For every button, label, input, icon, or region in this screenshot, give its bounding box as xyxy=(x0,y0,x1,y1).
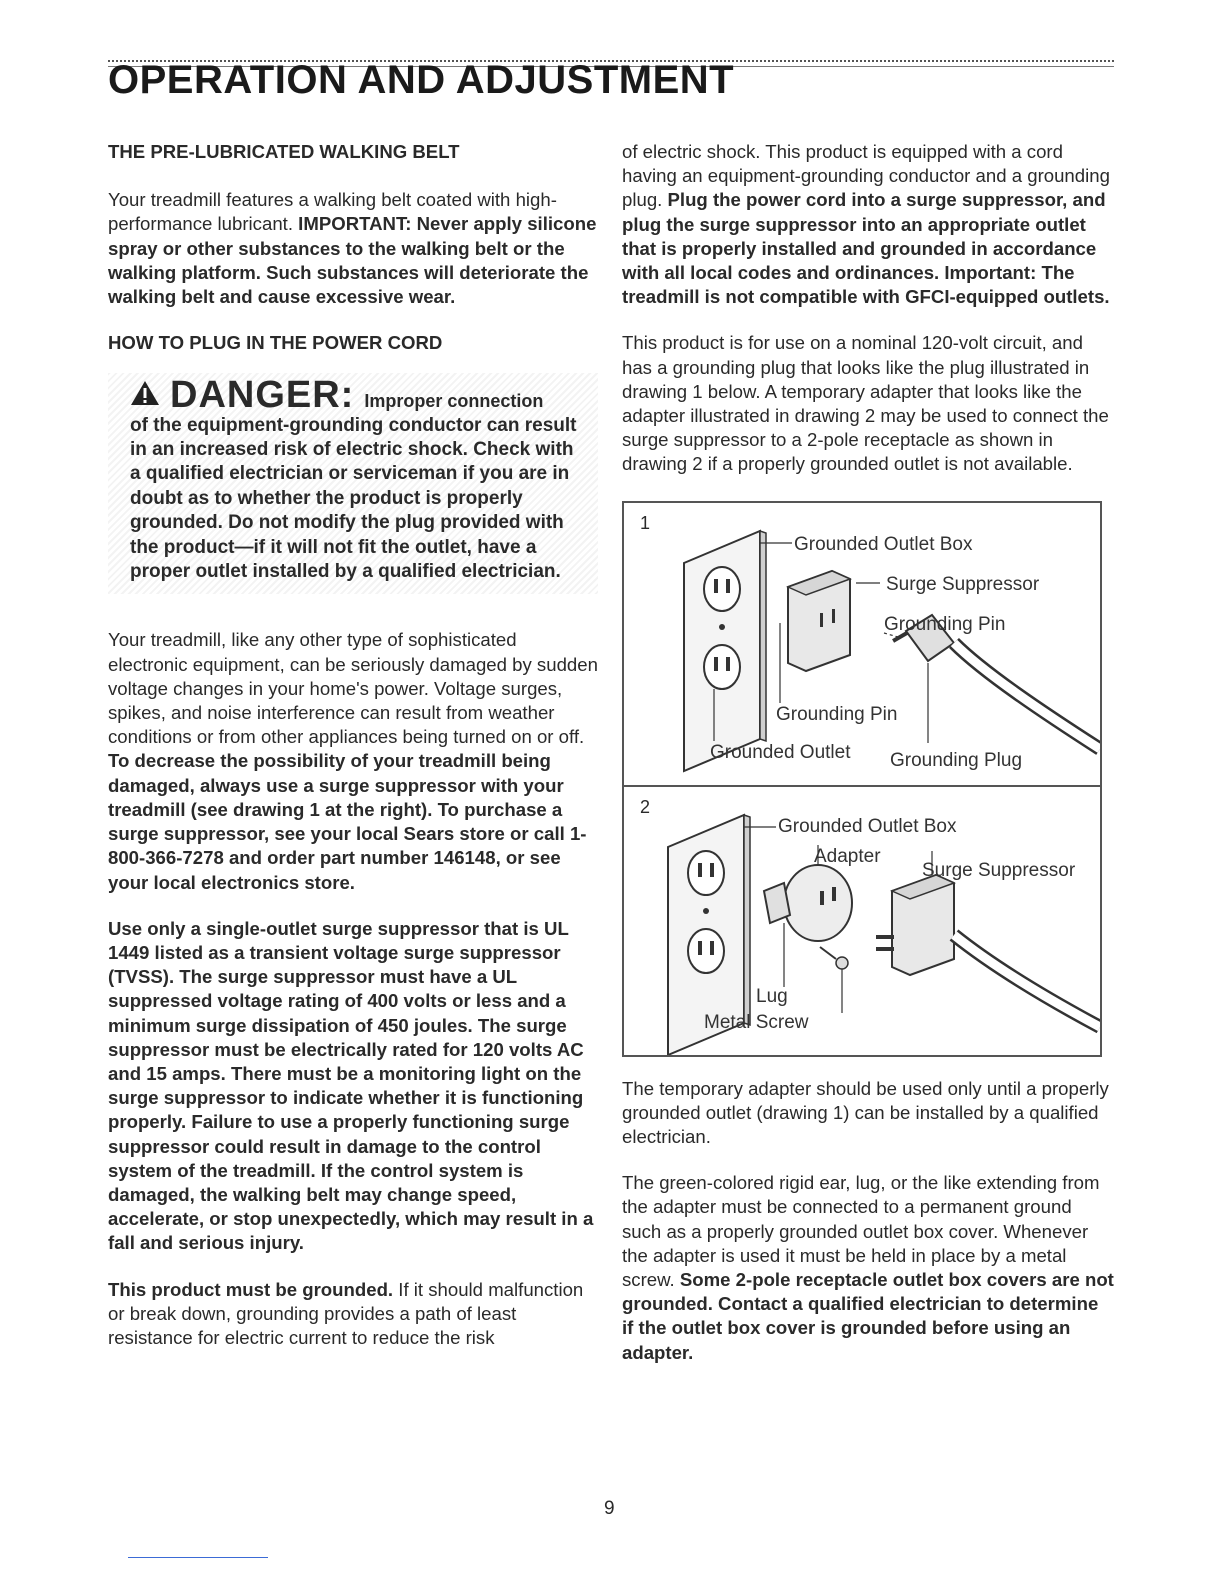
label-grounded-outlet: Grounded Outlet xyxy=(710,741,851,763)
left-column xyxy=(108,140,600,1372)
label-grounding-pin-bottom: Grounding Pin xyxy=(776,703,898,725)
belt-paragraph-bold: IMPORTANT: Never apply silicone spray or other substances to the walking belt or the walking platform. Such substances will deteriorate the walking belt and cause excessive wear. xyxy=(108,213,597,308)
label-grounded-outlet-box-2: Grounded Outlet Box xyxy=(778,815,957,837)
belt-heading: THE PRE-LUBRICATED WALKING BELT xyxy=(108,141,460,162)
shock-paragraph-bold: Plug the power cord into a surge suppressor, and plug the surge suppressor into an appropriate outlet that is properly installed and grounded in accordance with all local codes and ordinances. Important: The treadmill is not compatible with GFCI-equipped outlets. xyxy=(622,189,1110,308)
danger-word: DANGER: xyxy=(170,374,355,417)
drawing-1-number: 1 xyxy=(640,512,651,533)
single-outlet-paragraph: Use only a single-outlet surge suppressor that is UL 1449 listed as a transient voltage surge suppressor (TVSS). The surge suppressor must have a UL suppressed voltage rating of 400 volts or less and a minimum surge dissipation of 450 joules. The surge suppressor must be electrically rated for 120 volts AC and 15 amps. There must be a monitoring light on the surge suppressor to indicate whether it is functioning properly. Failure to use a properly functioning surge suppressor could result in damage to the control system of the treadmill. If the control system is damaged, the walking belt may change speed, accelerate, or stop unexpectedly, which may result in a fall and serious injury. xyxy=(108,917,594,1254)
shock-paragraph-normal: of electric shock. This product is equipped with a cord having an equipment-grounding conductor and a grounding plug. xyxy=(622,141,1110,211)
temporary-paragraph: The temporary adapter should be used only until a properly grounded outlet (drawing 1) can be installed by a qualified electrician. xyxy=(622,1077,1109,1148)
warning-triangle-icon xyxy=(130,379,160,407)
label-surge-suppressor: Surge Suppressor xyxy=(886,573,1040,595)
nominal-paragraph: This product is for use on a nominal 120-volt circuit, and has a grounding plug that looks like the plug illustrated in drawing 1 below. A temporary adapter that looks like the adapter illustrated in drawing 2 may be used to connect the surge suppressor to a 2-pole receptacle as shown in drawing 2 if a properly grounded outlet is not available. xyxy=(622,332,1109,475)
surge-paragraph-bold: To decrease the possibility of your treadmill being damaged, always use a surge suppressor with your treadmill (see drawing 1 at the right). To purchase a surge suppressor, see your local Sears store or call 1-800-366-7278 and order part number 146148, or see your local electronics store. xyxy=(108,750,587,893)
cord-heading: HOW TO PLUG IN THE POWER CORD xyxy=(108,332,443,354)
shock-paragraph xyxy=(622,140,1114,309)
danger-lead: Improper connection xyxy=(364,391,544,412)
green-paragraph-normal: The green-colored rigid ear, lug, or the like extending from the adapter must be connected to a permanent ground such as a properly grounded outlet box cover. Whenever the adapter is used it must be held in place by a metal screw. xyxy=(622,1172,1100,1291)
right-column xyxy=(622,140,1114,1387)
green-paragraph-bold: Some 2-pole receptacle outlet box covers are not grounded. Contact a qualified electrician to determine if the outlet box cover is grounded before using an adapter. xyxy=(622,1269,1114,1363)
label-grounding-plug: Grounding Plug xyxy=(890,749,1023,771)
grounded-paragraph-bold: This product must be grounded. xyxy=(108,1278,394,1300)
page-number: 9 xyxy=(604,1498,615,1519)
drawing-1 xyxy=(624,503,1100,787)
figure-box xyxy=(622,501,1102,1057)
drawing-2-number: 2 xyxy=(640,796,651,817)
grounded-paragraph-normal: If it should malfunction or break down, grounding provides a path of least resistance for electric current to reduce the risk xyxy=(108,1278,584,1348)
label-lug: Lug xyxy=(756,985,788,1007)
surge-paragraph xyxy=(108,628,600,894)
grounded-paragraph xyxy=(108,1278,600,1351)
surge-paragraph-normal: Your treadmill, like any other type of sophisticated electronic equipment, can be seriously damaged by sudden voltage changes in your home's power. Voltage surges, spikes, and noise interference can result from weather conditions or from other appliances being turned on or off. xyxy=(108,629,598,748)
danger-notice xyxy=(108,373,598,594)
footer-line xyxy=(128,1557,268,1558)
belt-paragraph-normal: Your treadmill features a walking belt coated with high-performance lubricant. xyxy=(108,189,557,235)
label-adapter: Adapter xyxy=(814,845,881,867)
label-grounding-pin-top: Grounding Pin xyxy=(884,613,1006,635)
page-title: OPERATION AND ADJUSTMENT xyxy=(108,58,735,102)
drawing-2 xyxy=(624,787,1100,1055)
green-paragraph xyxy=(622,1171,1114,1365)
danger-text: of the equipment-grounding conductor can result in an increased risk of electric shock. Check with a qualified electrician or serviceman if you are in doubt as to whether the product is properly grounded. Do not modify the plug provided with the product—if it will not fit the outlet, have a proper outlet installed by a qualified electrician. xyxy=(130,414,577,583)
label-surge-suppressor-2: Surge Suppressor xyxy=(922,859,1076,881)
label-grounded-outlet-box: Grounded Outlet Box xyxy=(794,533,973,555)
belt-paragraph xyxy=(108,188,600,309)
danger-line xyxy=(130,374,588,417)
label-metal-screw: Metal Screw xyxy=(704,1011,809,1033)
